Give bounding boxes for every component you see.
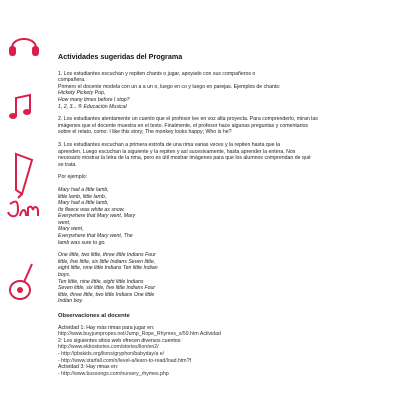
observation-link[interactable]: - http://pbskids.org/lions/gryphon/babyday/a e/ xyxy=(58,350,165,357)
sidebar xyxy=(0,0,48,400)
activity-line: 1. Los estudiantes escuchan y repiten chants o jugar, apoyado con sus compañeros o xyxy=(58,70,256,77)
poem-line: Mary had a little lamb, xyxy=(58,186,109,193)
observation-line: Actividad 1: Hay más rimas para jugar en: xyxy=(58,324,155,331)
poem-line: Mary had a little lamb, xyxy=(58,200,109,207)
activity-line: imágenes que el docente muestra en el texto. Finalmente, el profesor hace algunas preguntas y comentarios xyxy=(58,122,309,129)
activity-line: sobre el relato, como: I like this story; The monkey looks happy; Who is he? xyxy=(58,129,232,136)
jam-logo-icon xyxy=(6,198,40,220)
poem-line: One little, two little, three little Indians Four xyxy=(58,252,156,259)
activity-line: necesario mostrar la letra de la rima, pero es útil mostrar imágenes para que los alumnos comprendan de qué xyxy=(58,155,311,162)
example-label: Por ejemplo: xyxy=(58,174,88,181)
poem-line: little, three little, two little Indians One little xyxy=(58,291,155,298)
activity-2 xyxy=(58,116,380,136)
poem-line: went, xyxy=(58,219,71,226)
chant-line: How many times before I stop? xyxy=(58,96,130,103)
page-title: Actividades sugeridas del Programa xyxy=(58,52,183,61)
guitar-icon xyxy=(6,260,42,304)
chant-line: 1, 2, 3... ® Educación Musical xyxy=(58,103,127,110)
poem-line: little lamb, little lamb, xyxy=(58,193,107,200)
observation-link[interactable]: http://www.buyjumpropes.net/Jump_Rope_Rhymes_s/59.htm Actividad xyxy=(58,331,221,338)
poem-line: Everywhere that Mary went, The xyxy=(58,233,133,240)
activity-line: se trata. xyxy=(58,161,77,168)
document-content xyxy=(58,54,380,377)
poem-line: Its fleece was white as snow. xyxy=(58,206,125,213)
activity-line: aprenden. Luego escuchan la siguiente y la repiten y así sucesivamente, hasta aprender la entera. Nos xyxy=(58,148,296,155)
activity-line: 3. Los estudiantes escuchan a primera estrofa de una rima varias veces y la repiten hasta que la xyxy=(58,141,281,148)
chant-line: Hickety Pickety Pop, xyxy=(58,90,106,97)
observation-link[interactable]: http://www.ekkostories.com/stories/lion/en2/ xyxy=(58,344,159,351)
poem-line: Mary went, xyxy=(58,226,84,233)
pencil-icon xyxy=(6,150,40,200)
poem-line: boys. xyxy=(58,272,71,279)
poem-line: Everywhere that Mary went, Mary xyxy=(58,213,136,220)
poem-mary xyxy=(58,187,380,246)
poem-line: lamb was sure to go. xyxy=(58,239,106,246)
poem-line: eight little, nine little Indians Ten little Indian xyxy=(58,265,158,272)
observation-link[interactable]: - http://www.starfall.com/n/level-a/learn-to-read/load.htm?f xyxy=(58,357,191,364)
observation-line: Actividad 3: Hay rimas en: xyxy=(58,364,119,371)
poem-line: Ten little, nine little, eight little Indians xyxy=(58,278,144,285)
observations-title: Observaciones al docente xyxy=(58,313,130,319)
activity-3 xyxy=(58,142,380,168)
observation-link[interactable]: - http://www.bussongs.com/nursery_rhymes.php xyxy=(58,370,169,377)
poem-line: Seven little, six little, five little Indians Four xyxy=(58,285,156,292)
activity-line: Primero el docente modela con un a a un o, luego en co y luego en parejas. Ejemplos de chants: xyxy=(58,83,281,90)
poem-line: Indian boy. xyxy=(58,298,83,305)
music-note-icon xyxy=(6,92,36,122)
activity-line: compañera. xyxy=(58,77,86,84)
poem-indians xyxy=(58,252,380,305)
headphones-icon xyxy=(6,30,42,58)
poem-line: little, five little, six little Indians Seven little, xyxy=(58,258,156,265)
activity-line: 2. Los estudiantes atentamente un cuento que el profesor lee en voz alta proyecta. Para comprenderlo, miran las xyxy=(58,116,318,123)
activity-1 xyxy=(58,71,380,111)
observations xyxy=(58,325,380,378)
observation-line: 2: Los siguientes sitios web ofrecen diversos cuentos: xyxy=(58,337,182,344)
